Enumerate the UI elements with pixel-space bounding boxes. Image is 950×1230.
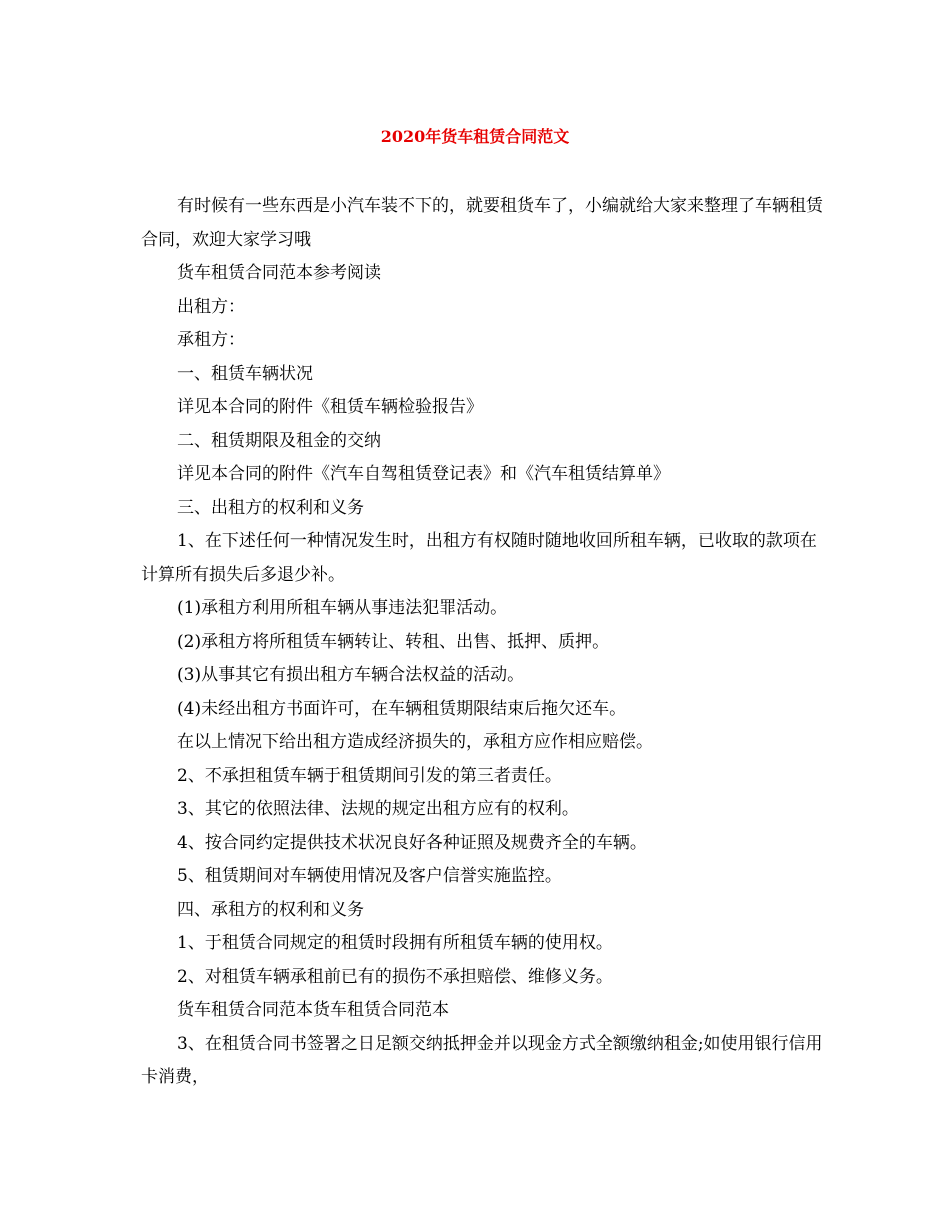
paragraph-intro: 有时候有一些东西是小汽车装不下的，就要租货车了，小编就给大家来整理了车辆租赁合同，欢迎大家学习哦 xyxy=(141,196,823,250)
clause-4-1: 1、于租赁合同规定的租赁时段拥有所租赁车辆的使用权。 xyxy=(177,933,613,953)
paragraph-section-2: 详见本合同的附件《汽车自驾租赁登记表》和《汽车租赁结算单》 xyxy=(177,464,670,484)
document-title: 2020年货车租赁合同范文 xyxy=(380,127,570,146)
paragraph-inserted-heading: 货车租赁合同范本货车租赁合同范本 xyxy=(177,1000,449,1020)
section-heading-1: 一、租赁车辆状况 xyxy=(177,363,313,384)
clause-3-2: 2、不承担租赁车辆于租赁期间引发的第三者责任。 xyxy=(177,765,562,786)
section-heading-4: 四、承租方的权利和义务 xyxy=(177,899,364,920)
clause-3-1-note: 在以上情况下给出租方造成经济损失的，承租方应作相应赔偿。 xyxy=(177,732,653,752)
clause-3-1-item-3: (3)从事其它有损出租方车辆合法权益的活动。 xyxy=(177,665,525,685)
document-body xyxy=(141,190,825,1095)
paragraph-reference-heading: 货车租赁合同范本参考阅读 xyxy=(177,263,381,283)
clause-3-1-item-1: (1)承租方利用所租车辆从事违法犯罪活动。 xyxy=(177,598,508,618)
clause-3-4: 4、按合同约定提供技术状况良好各种证照及规费齐全的车辆。 xyxy=(177,832,647,853)
paragraph-section-1: 详见本合同的附件《租赁车辆检验报告》 xyxy=(177,397,483,417)
clause-3-5: 5、租赁期间对车辆使用情况及客户信誉实施监控。 xyxy=(177,866,562,886)
clause-4-2: 2、对租赁车辆承租前已有的损伤不承担赔偿、维修义务。 xyxy=(177,966,613,987)
paragraph-lessor: 出租方： xyxy=(177,296,245,317)
clause-3-1-item-4: (4)未经出租方书面许可，在车辆租赁期限结束后拖欠还车。 xyxy=(177,698,627,719)
paragraph-lessee: 承租方： xyxy=(177,330,245,350)
clause-3-1: 1、在下述任何一种情况发生时，出租方有权随时随地收回所租车辆，已收取的款项在计算所有损失后多退少补。 xyxy=(141,531,817,585)
clause-3-3: 3、其它的依照法律、法规的规定出租方应有的权利。 xyxy=(177,799,579,819)
section-heading-3: 三、出租方的权利和义务 xyxy=(177,497,364,518)
clause-4-3: 3、在租赁合同书签署之日足额交纳抵押金并以现金方式全额缴纳租金;如使用银行信用卡消费， xyxy=(141,1033,823,1087)
clause-3-1-item-2: (2)承租方将所租赁车辆转让、转租、出售、抵押、质押。 xyxy=(177,631,610,652)
section-heading-2: 二、租赁期限及租金的交纳 xyxy=(177,430,381,451)
